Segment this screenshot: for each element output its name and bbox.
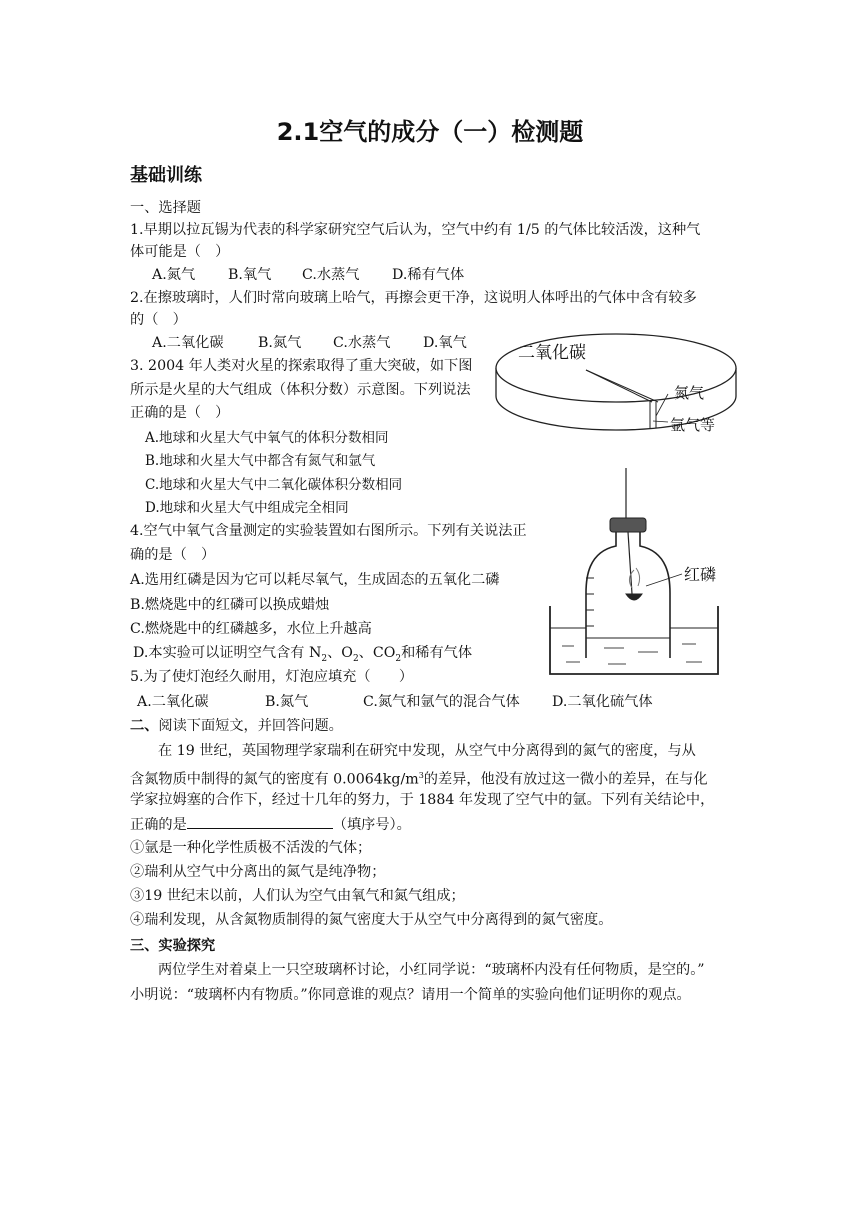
- question-2-line2: 的（ ）: [130, 312, 187, 328]
- passage-line-2-pre: 含氮物质中制得的氮气的密度有 0.0064kg/m: [130, 771, 419, 788]
- question-5-option-b: B.氮气: [265, 694, 309, 710]
- statement-4: ④瑞利发现，从含氮物质制得的氮气密度大于从空气中分离得到的氮气密度。: [130, 912, 613, 928]
- question-4-option-d: [133, 643, 472, 669]
- page-title: 2.1空气的成分（一）检测题: [276, 118, 584, 146]
- question-2-line1: 2.在擦玻璃时，人们时常向玻璃上哈气，再擦会更干净，这说明人体呼出的气体中含有较多: [130, 290, 697, 306]
- question-5-option-a: A.二氧化碳: [137, 694, 209, 710]
- question-5-option-d: D.二氧化硫气体: [552, 694, 653, 710]
- option-d-text: D.本实验可以证明空气含有 N: [133, 645, 322, 661]
- question-1-option-a: A.氮气: [152, 267, 196, 283]
- question-3-option-d: D.地球和火星大气中组成完全相同: [145, 500, 349, 516]
- question-2-option-b: B.氮气: [258, 335, 302, 351]
- leader-phosphorus: [646, 574, 682, 586]
- question-1-line1: 1.早期以拉瓦锡为代表的科学家研究空气后认为，空气中约有 1/5 的气体比较活泼，这种气: [130, 222, 701, 238]
- question-3-line1: 3. 2004 年人类对火星的探索取得了重大突破，如下图: [130, 358, 473, 374]
- stopper: [610, 518, 646, 532]
- mars-atmosphere-figure: [490, 328, 760, 440]
- oxygen-experiment-apparatus: [546, 468, 728, 678]
- option-d-end: 和稀有气体: [401, 645, 473, 661]
- part3-heading: 三、实验探究: [130, 938, 216, 954]
- statement-1: ①氩是一种化学性质极不活泼的气体；: [130, 840, 372, 856]
- combustion-spoon: [626, 594, 642, 600]
- option-d-co2: 、CO: [358, 645, 396, 661]
- question-4-line1: 4.空气中氧气含量测定的实验装置如右图所示。下列有关说法正: [130, 523, 527, 539]
- question-4-option-a: A.选用红磷是因为它可以耗尽氧气，生成固态的五氧化二磷: [130, 572, 500, 588]
- question-3-line2: 所示是火星的大气组成（体积分数）示意图。下列说法: [130, 382, 471, 398]
- subscript-2: 2: [321, 653, 328, 664]
- answer-blank[interactable]: [187, 814, 333, 829]
- question-3-line3: 正确的是（ ）: [130, 405, 230, 421]
- section-heading-basic: 基础训练: [130, 165, 202, 186]
- question-4-line2: 确的是（ ）: [130, 547, 216, 563]
- part2-heading: 二、: [130, 718, 159, 734]
- passage-line-4: [130, 814, 411, 835]
- question-4-option-b: B.燃烧匙中的红磷可以换成蜡烛: [130, 597, 330, 613]
- label-co2: 二氧化碳: [518, 343, 586, 363]
- experiment-line-2: 小明说：“玻璃杯内有物质。”你同意谁的观点？请用一个简单的实验向他们证明你的观点。: [130, 987, 691, 1003]
- statement-2: ②瑞利从空气中分离出的氮气是纯净物；: [130, 864, 386, 880]
- question-4-option-c: C.燃烧匙中的红磷越多，水位上升越高: [130, 621, 372, 637]
- subscript-2: 2: [352, 653, 359, 664]
- subscript-2: 2: [395, 653, 402, 664]
- question-5-line1: 5.为了使灯泡经久耐用，灯泡应填充（ ）: [130, 669, 414, 685]
- question-1-option-c: C.水蒸气: [302, 267, 360, 283]
- passage-line-4-post: （填序号）。: [332, 817, 411, 833]
- question-3-option-c: C.地球和火星大气中二氧化碳体积分数相同: [145, 477, 403, 493]
- question-2-option-d: D.氧气: [423, 335, 467, 351]
- passage-line-2: [130, 766, 708, 790]
- question-2-option-c: C.水蒸气: [333, 335, 391, 351]
- part1-heading: 一、选择题: [130, 200, 201, 216]
- passage-line-3: 学家拉姆塞的合作下，经过十几年的努力，于 1884 年发现了空气中的氩。下列有关结论中，: [130, 792, 715, 808]
- label-n2: 氮气: [674, 384, 705, 402]
- question-5-option-c: C.氮气和氩气的混合气体: [363, 694, 520, 710]
- question-2-option-a: A.二氧化碳: [152, 335, 224, 351]
- statement-3: ③19 世纪末以前，人们认为空气由氧气和氮气组成；: [130, 888, 465, 904]
- superscript-3: 3: [418, 771, 424, 780]
- part2-heading-rest: 阅读下面短文，并回答问题。: [158, 718, 343, 734]
- label-red-phosphorus: 红磷: [684, 565, 717, 584]
- passage-line-2-post: 的差异，他没有放过这一微小的差异，在与化: [423, 771, 708, 788]
- passage-line-1: 在 19 世纪，英国物理学家瑞利在研究中发现，从空气中分离得到的氮气的密度，与从: [158, 743, 696, 759]
- passage-line-4-pre: 正确的是: [130, 817, 187, 833]
- water-trough: [550, 606, 718, 674]
- part2-heading-line: [130, 716, 343, 736]
- experiment-line-1: 两位学生对着桌上一只空玻璃杯讨论，小红同学说：“玻璃杯内没有任何物质，是空的。”: [158, 962, 705, 978]
- question-3-option-a: A.地球和火星大气中氧气的体积分数相同: [145, 430, 389, 446]
- question-3-option-b: B.地球和火星大气中都含有氮气和氩气: [145, 453, 376, 469]
- label-ar: 氩气等: [670, 416, 716, 434]
- option-d-o2: 、O: [327, 645, 353, 661]
- question-1-option-d: D.稀有气体: [392, 267, 465, 283]
- question-1-line2: 体可能是（ ）: [130, 244, 230, 260]
- question-1-option-b: B.氧气: [228, 267, 272, 283]
